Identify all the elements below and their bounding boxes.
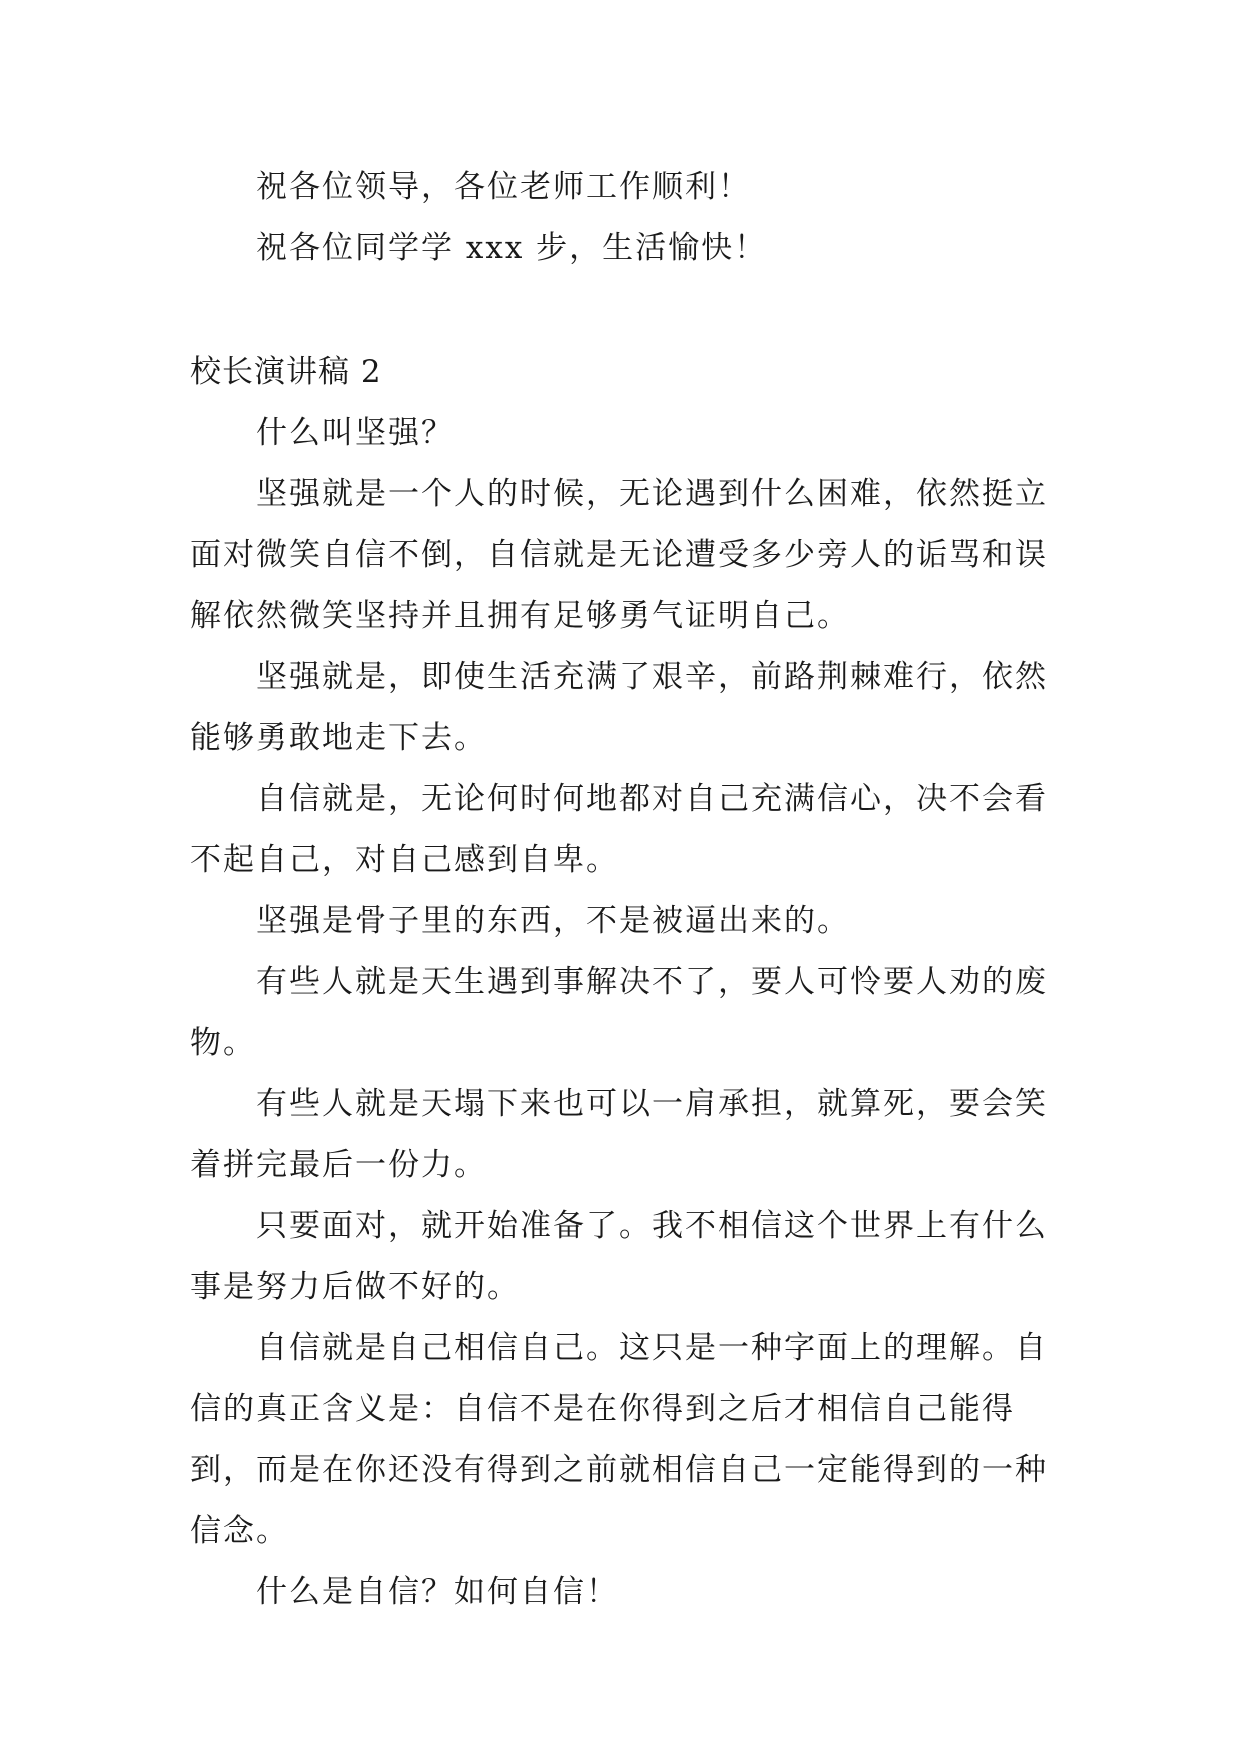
paragraph: 有些人就是天生遇到事解决不了，要人可怜要人劝的废物。 xyxy=(190,964,1048,1061)
paragraph: 什么是自信？如何自信！ xyxy=(256,1574,619,1610)
paragraph: 坚强就是，即使生活充满了艰辛，前路荆棘难行，依然能够勇敢地走下去。 xyxy=(190,659,1048,756)
paragraph: 坚强就是一个人的时候，无论遇到什么困难，依然挺立面对微笑自信不倒，自信就是无论遭受多少旁人的诟骂和误解依然微笑坚持并且拥有足够勇气证明自己。 xyxy=(190,476,1048,634)
paragraph: 自信就是，无论何时何地都对自己充满信心，决不会看不起自己，对自己感到自卑。 xyxy=(190,781,1048,878)
paragraph: 坚强是骨子里的东西，不是被逼出来的。 xyxy=(256,903,850,939)
paragraph: 自信就是自己相信自己。这只是一种字面上的理解。自信的真正含义是：自信不是在你得到之后才相信自己能得到，而是在你还没有得到之前就相信自己一定能得到的一种信念。 xyxy=(190,1330,1048,1549)
closing-line-2: 祝各位同学学 xxx 步，生活愉快！ xyxy=(256,230,768,266)
section-title: 校长演讲稿 2 xyxy=(190,354,382,390)
paragraph: 什么叫坚强？ xyxy=(256,415,454,451)
closing-line-1: 祝各位领导，各位老师工作顺利！ xyxy=(256,169,751,205)
paragraph: 有些人就是天塌下来也可以一肩承担，就算死，要会笑着拼完最后一份力。 xyxy=(190,1086,1048,1183)
paragraph: 只要面对，就开始准备了。我不相信这个世界上有什么事是努力后做不好的。 xyxy=(190,1208,1048,1305)
